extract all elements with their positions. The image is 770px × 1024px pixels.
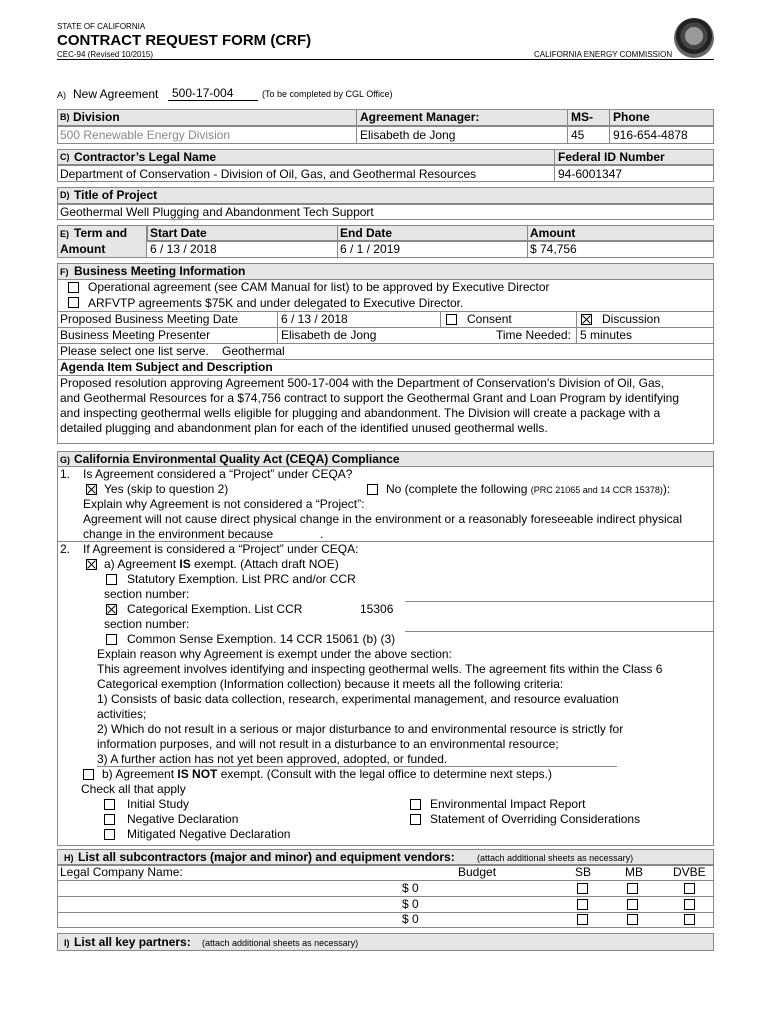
phone-field[interactable]: 916-654-4878 [613,128,688,142]
arfvtp-checkbox[interactable] [68,297,79,308]
state-seal-icon [674,18,714,58]
agreement-number-field[interactable]: 500-17-004 [172,86,234,100]
q2a-post: exempt. (Attach draft NOE) [190,557,339,571]
q1-number: 1. [60,467,71,481]
q1-answer-line1[interactable]: Agreement will not cause direct physical change in the environment or a reasonably foreseeable indirect physical [83,512,682,526]
common-sense-checkbox[interactable] [106,634,117,645]
consent-checkbox[interactable] [446,314,457,325]
section-a-letter: A) [57,90,66,100]
agency-name: CALIFORNIA ENERGY COMMISSION [534,50,673,59]
q2-text: If Agreement is considered a “Project” under CEQA: [83,542,359,556]
q2b-bold: IS NOT [177,767,218,781]
reason-line-3[interactable]: 1) Consists of basic data collection, research, experimental management, and resource evaluation [97,692,619,706]
amount-label: Amount [530,226,576,240]
section-b-col3 [609,109,610,144]
key-partners-label: List all key partners: [74,935,191,949]
start-date-field[interactable]: 6 / 13 / 2018 [150,242,217,256]
col-budget: Budget [458,865,497,879]
start-date-label: Start Date [150,226,207,240]
section-c-letter: C) [60,152,70,162]
section-c-divider [57,165,714,166]
h-line-2 [57,896,714,897]
discussion-checkbox[interactable] [581,314,592,325]
section-b-col1 [356,109,357,144]
section-e-header [147,225,714,241]
sub-budget-3[interactable]: $ 0 [402,912,419,926]
initial-study-label: Initial Study [127,797,190,811]
section-e-divider [147,241,714,242]
q1-no-text: No (complete the following [386,482,528,496]
q1-yes-checkbox[interactable] [86,484,97,495]
section-b-letter: B) [60,112,70,122]
operational-checkbox[interactable] [68,282,79,293]
end-date-field[interactable]: 6 / 1 / 2019 [340,242,401,256]
project-title-field[interactable]: Geothermal Well Plugging and Abandonment Tech Support [60,205,374,219]
h-line-1 [57,880,714,881]
q1-yes-label: Yes (skip to question 2) [104,482,229,496]
sub-dvbe-checkbox-1[interactable] [684,883,695,894]
project-title-label: Title of Project [74,188,158,202]
phone-label: Phone [613,110,650,124]
q2a-label [104,557,339,571]
manager-label: Agreement Manager: [360,110,480,124]
time-needed-field[interactable]: 5 minutes [580,328,633,342]
statutory-checkbox[interactable] [106,574,117,585]
q2b-post: exempt. (Consult with the legal office to determine next steps.) [217,767,553,781]
operational-label: Operational agreement (see CAM Manual for list) to be approved by Executive Director [88,280,550,294]
sub-sb-checkbox-2[interactable] [577,899,588,910]
business-meeting-label: Business Meeting Information [74,264,246,278]
section-e-col1 [337,225,338,258]
section-b-col2 [567,109,568,144]
agenda-label: Agenda Item Subject and Description [60,360,273,374]
agenda-line-4[interactable]: detailed plugging and abandonment plan for each of the identified unused geothermal wells. [60,421,548,435]
form-number: CEC-94 (Revised 10/2015) [57,50,154,59]
reason-line-6[interactable]: information purposes, and will not result in a disturbance to an environmental resource; [97,737,559,751]
division-field[interactable]: 500 Renewable Energy Division [60,128,231,142]
end-date-label: End Date [340,226,393,240]
col-dvbe: DVBE [673,865,706,879]
check-all-label: Check all that apply [81,782,186,796]
q2a-checkbox[interactable] [86,559,97,570]
q1-answer-end: . [320,527,324,541]
agenda-line-3[interactable]: and inspecting geothermal wells eligible for plugging and abandonment. The Division will create a package with a [60,406,661,420]
q1-no-citation: (PRC 21065 and 14 CCR 15378) [530,485,663,495]
sub-mb-checkbox-1[interactable] [627,883,638,894]
col-mb: MB [625,865,643,879]
meeting-date-field[interactable]: 6 / 13 / 2018 [281,312,348,326]
presenter-label: Business Meeting Presenter [60,328,211,342]
statutory-section-label: section number: [104,587,190,601]
sub-mb-checkbox-3[interactable] [627,914,638,925]
discussion-label: Discussion [602,312,661,326]
state-label: STATE OF CALIFORNIA [57,22,146,31]
section-g-letter: G) [60,455,70,465]
section-e-letter: E) [60,229,69,239]
f-col-b [440,311,441,327]
statutory-section-line [405,601,714,602]
contractor-field[interactable]: Department of Conservation - Division of Oil, Gas, and Geothermal Resources [60,167,477,181]
reason-line-4[interactable]: activities; [97,707,147,721]
agenda-line-1[interactable]: Proposed resolution approving Agreement 500-17-004 with the Department of Conservation's Division of Oil, Gas, [60,376,664,390]
categorical-field[interactable]: 15306 [360,602,394,616]
q2a-pre: a) Agreement [104,557,180,571]
ms-field[interactable]: 45 [571,128,585,142]
ms-label: MS- [571,110,593,124]
sub-sb-checkbox-1[interactable] [577,883,588,894]
arfvtp-label: ARFVTP agreements $75K and under delegated to Executive Director. [88,296,464,310]
new-agreement-label: New Agreement [73,87,159,101]
categorical-section-line [405,631,714,632]
sub-sb-checkbox-3[interactable] [577,914,588,925]
categorical-label: Categorical Exemption. List CCR [127,602,303,616]
reason-line-2[interactable]: Categorical exemption (Information collection) because it meets all the following criteria: [97,677,564,691]
q1-no-label [386,482,670,496]
col-company-name: Legal Company Name: [60,865,183,879]
ceqa-label: California Environmental Quality Act (CEQA) Compliance [74,452,400,466]
section-h-letter: H) [64,853,74,863]
q1-answer-line2[interactable]: change in the environment because [83,527,274,541]
form-title: CONTRACT REQUEST FORM (CRF) [57,32,312,49]
section-c-col [554,149,555,182]
time-needed-label: Time Needed: [496,328,571,342]
eir-label: Environmental Impact Report [430,797,586,811]
q2b-checkbox[interactable] [83,769,94,780]
section-e-col2 [527,225,528,258]
initial-study-checkbox[interactable] [104,799,115,810]
presenter-field[interactable]: Elisabeth de Jong [281,328,377,342]
statutory-label: Statutory Exemption. List PRC and/or CCR [127,572,356,586]
contractor-label: Contractor’s Legal Name [74,150,217,164]
sub-budget-2[interactable]: $ 0 [402,897,419,911]
key-partners-note: (attach additional sheets as necessary) [202,938,359,948]
col-sb: SB [575,865,592,879]
q1-explain-label: Explain why Agreement is not considered a “Project”: [83,497,365,511]
listserve-label: Please select one list serve. [60,344,209,358]
reason-line-5[interactable]: 2) Which do not result in a serious or major disturbance to and environmental resource is strictly for [97,722,624,736]
eir-checkbox[interactable] [410,799,421,810]
agenda-line-2[interactable]: and Geothermal Resources for a $74,756 contract to support the Geothermal Grant and Loan Program by identifying [60,391,680,405]
common-sense-label: Common Sense Exemption. 14 CCR 15061 (b) (3) [127,632,396,646]
section-d-letter: D) [60,190,70,200]
division-label: Division [73,110,120,124]
term-label: Term and [74,226,128,240]
sub-dvbe-checkbox-2[interactable] [684,899,695,910]
listserve-field[interactable]: Geothermal [222,344,285,358]
consent-label: Consent [467,312,512,326]
negative-declaration-checkbox[interactable] [104,814,115,825]
agreement-number-underline [168,100,258,101]
q2b-pre: b) Agreement [102,767,178,781]
q1-text: Is Agreement considered a “Project” under CEQA? [83,467,353,481]
reason-line-1[interactable]: This agreement involves identifying and inspecting geothermal wells. The agreement fits within the Class 6 [97,662,663,676]
federal-id-field[interactable]: 94-6001347 [558,167,623,181]
amount-field[interactable]: $ 74,756 [530,242,577,256]
negative-declaration-label: Negative Declaration [127,812,239,826]
explain-reason-label: Explain reason why Agreement is exempt under the above section: [97,647,452,661]
q2-number: 2. [60,542,71,556]
q1-no-end: ): [662,482,671,496]
reason-line-7[interactable]: 3) A further action has not yet been approved, adopted, or funded. [97,752,448,766]
q2b-label [102,767,552,781]
overriding-label: Statement of Overriding Considerations [430,812,641,826]
q2a-bold: IS [179,557,191,571]
sub-dvbe-checkbox-3[interactable] [684,914,695,925]
categorical-checkbox[interactable] [106,604,117,615]
mitigated-negative-checkbox[interactable] [104,829,115,840]
categorical-section-label: section number: [104,617,190,631]
sub-budget-1[interactable]: $ 0 [402,881,419,895]
section-b-divider [57,126,714,127]
h-line-3 [57,912,714,913]
cgl-note: (To be completed by CGL Office) [262,89,393,99]
q1-no-checkbox[interactable] [367,484,378,495]
subcontractors-note: (attach additional sheets as necessary) [477,853,634,863]
section-f-letter: F) [60,267,69,277]
overriding-checkbox[interactable] [410,814,421,825]
subcontractors-label: List all subcontractors (major and minor) and equipment vendors: [78,850,455,864]
header-rule [57,59,714,60]
mitigated-negative-label: Mitigated Negative Declaration [127,827,291,841]
federal-id-label: Federal ID Number [558,150,665,164]
manager-field[interactable]: Elisabeth de Jong [360,128,456,142]
sub-mb-checkbox-2[interactable] [627,899,638,910]
amount-side-label: Amount [60,242,106,256]
section-i-letter: I) [64,938,70,948]
meeting-date-label: Proposed Business Meeting Date [60,312,239,326]
